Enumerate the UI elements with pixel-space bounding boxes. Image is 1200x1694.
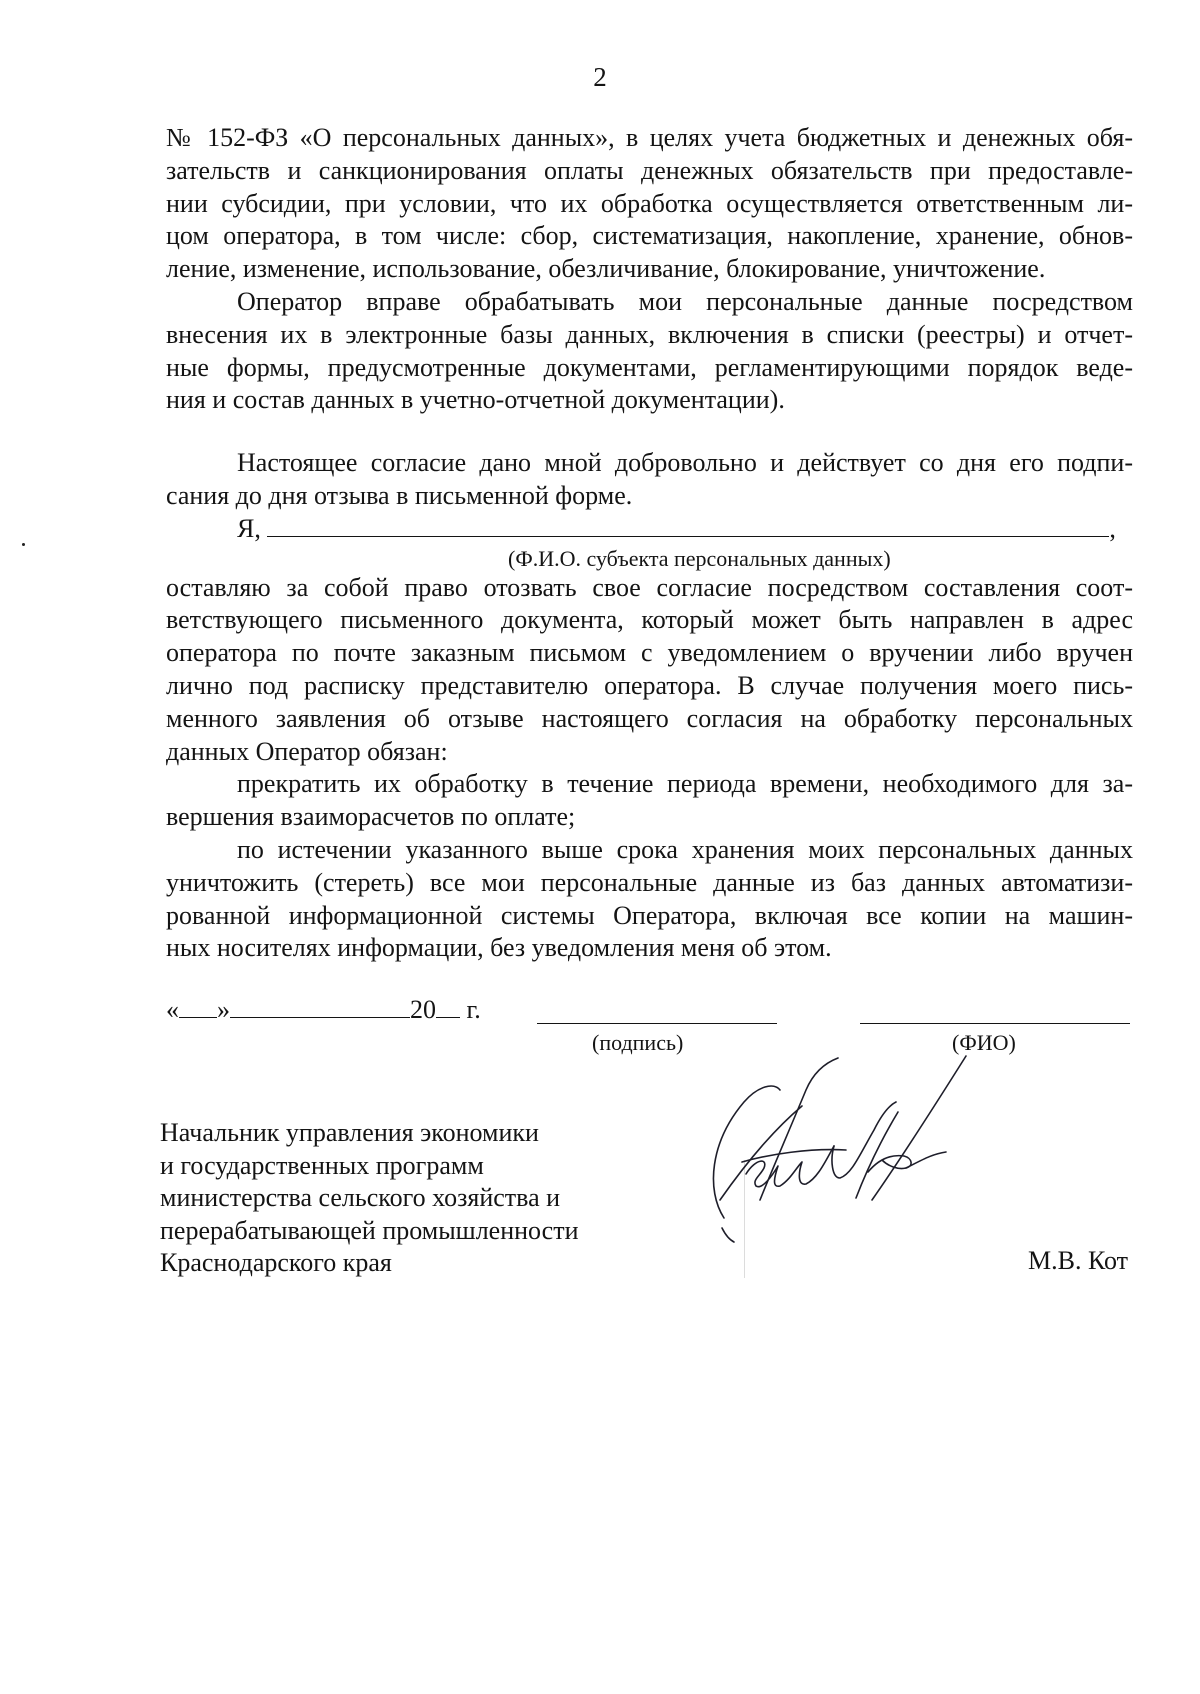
paragraph-3 — [166, 447, 1133, 513]
text-line: по истечении указанного выше срока хранения моих персональных данных — [237, 834, 1133, 864]
text-line: внесения их в электронные базы данных, включения в списки (реестры) и отчет- — [166, 319, 1133, 349]
text-line: ление, изменение, использование, обезличивание, блокирование, уничтожение. — [166, 254, 1046, 284]
fio-short-caption: (ФИО) — [952, 1030, 1016, 1055]
scan-speck — [22, 543, 25, 546]
fio-blank-line — [267, 514, 1109, 537]
text-line: Оператор вправе обрабатывать мои персональные данные посредством — [237, 286, 1133, 316]
text-line: прекратить их обработку в течение периода времени, необходимого для за- — [237, 769, 1133, 799]
text-line: цом оператора, в том числе: сбор, систематизация, накопление, хранение, обнов- — [166, 221, 1133, 251]
position-line: перерабатывающей промышленности — [160, 1215, 579, 1245]
text-line: ветствующего письменного документа, который может быть направлен в адрес — [166, 605, 1133, 635]
text-line: уничтожить (стереть) все мои персональные данные из баз данных автоматизи- — [166, 867, 1133, 897]
document-body — [166, 122, 1133, 965]
year-blank-line — [436, 995, 460, 1018]
text-line: ния и состав данных в учетно-отчетной документации). — [166, 385, 785, 415]
text-line: ные формы, предусмотренные документами, регламентирующими порядок веде- — [166, 352, 1133, 382]
text-line: вершения взаиморасчетов по оплате; — [166, 802, 576, 832]
signer-name: М.В. Кот — [1028, 1246, 1129, 1275]
text-line: данных Оператор обязан: — [166, 736, 448, 766]
year-suffix: г. — [466, 995, 481, 1024]
handwritten-signature — [700, 1050, 1010, 1260]
year-prefix: 20 — [410, 995, 436, 1024]
ya-comma: , — [1109, 513, 1116, 543]
text-line: сания до дня отзыва в письменной форме. — [166, 480, 633, 510]
page-number: 2 — [593, 62, 607, 92]
paragraph-4 — [166, 572, 1133, 769]
text-line: лично под расписку представителю оператора. В случае получения моего пись- — [166, 670, 1133, 700]
signature-blank-line — [537, 1023, 777, 1024]
fio-short-blank-line — [860, 1023, 1130, 1024]
date-field — [166, 995, 481, 1025]
position-line: и государственных программ — [160, 1150, 484, 1180]
text-line: Настоящее согласие дано мной добровольно и действует со дня его подпи- — [237, 448, 1133, 478]
text-line: рованной информационной системы Оператора, включая все копии на машин- — [166, 900, 1133, 930]
date-open-quote: « — [166, 995, 179, 1024]
text-line: ных носителях информации, без уведомления меня об этом. — [166, 933, 832, 963]
paragraph-2 — [166, 286, 1133, 417]
paragraph-6 — [166, 834, 1133, 965]
signer-position — [160, 1117, 579, 1280]
paragraph-5 — [166, 768, 1133, 834]
text-line: № 152-ФЗ «О персональных данных», в целях учета бюджетных и денежных обя- — [166, 123, 1133, 152]
day-blank-line — [179, 995, 217, 1018]
signature-caption: (подпись) — [592, 1030, 684, 1055]
fio-entry-row — [166, 513, 1133, 546]
text-line: оставляю за собой право отозвать свое согласие посредством составления соот- — [166, 572, 1133, 602]
date-close-quote: » — [217, 995, 230, 1024]
position-line: Начальник управления экономики — [160, 1118, 539, 1147]
position-line: Краснодарского края — [160, 1248, 392, 1278]
text-line: нии субсидии, при условии, что их обработка осуществляется ответственным ли- — [166, 188, 1133, 218]
ya-label: Я, — [237, 513, 261, 543]
position-line: министерства сельского хозяйства и — [160, 1183, 561, 1213]
text-line: менного заявления об отзыве настоящего согласия на обработку персональных — [166, 703, 1133, 733]
fio-caption: (Ф.И.О. субъекта персональных данных) — [508, 545, 891, 571]
text-line: зательств и санкционирования оплаты денежных обязательств при предоставле- — [166, 155, 1133, 185]
month-blank-line — [230, 995, 410, 1018]
text-line: оператора по почте заказным письмом с уведомлением о вручении либо вручен — [166, 638, 1133, 668]
paragraph-1 — [166, 122, 1133, 286]
